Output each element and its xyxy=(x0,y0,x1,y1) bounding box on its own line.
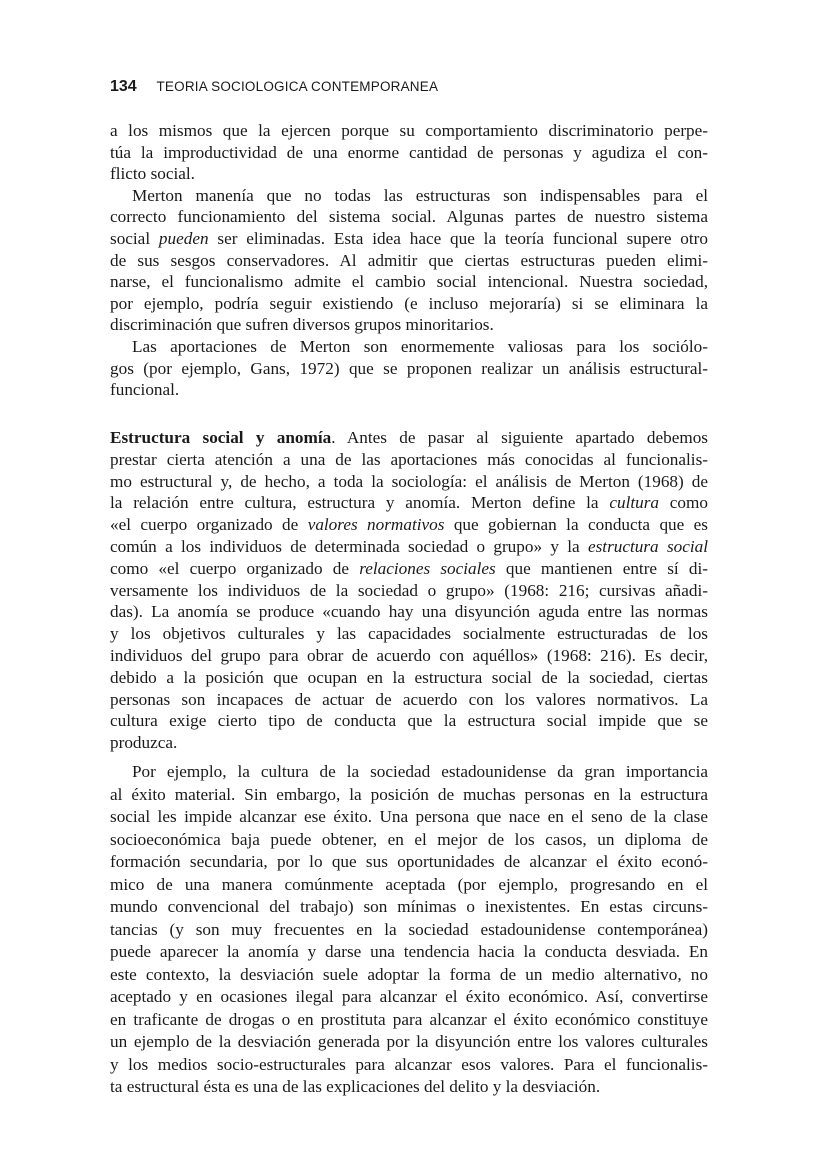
line-text: produzca. xyxy=(110,733,178,753)
text-line xyxy=(110,784,708,807)
text-line xyxy=(110,492,708,514)
text-line xyxy=(110,1031,708,1054)
text-line xyxy=(110,710,708,732)
text-line xyxy=(110,293,708,315)
line-text: ta estructural ésta es una de las explicaciones del delito y la desviación. xyxy=(110,1077,601,1096)
text-block-example xyxy=(110,761,708,1099)
line-text: tancias (y son muy frecuentes en la sociedad estadounidense contemporánea) xyxy=(110,919,708,939)
italic-term: valores normativos xyxy=(307,515,445,535)
line-text: Las aportaciones de Merton son enormemente valiosas para los sociólo- xyxy=(132,336,708,356)
line-text: un ejemplo de la desviación generada por la disyunción entre los valores culturales xyxy=(110,1032,708,1051)
line-text: y los medios socio-estructurales para alcanzar esos valores. Para el funcionalis- xyxy=(110,1054,708,1074)
running-header xyxy=(110,78,438,96)
line-text: formación secundaria, por lo que sus oportunidades de alcanzar el éxito econó- xyxy=(110,852,708,871)
text-line xyxy=(110,471,708,493)
text-line xyxy=(110,645,708,667)
line-text: cultura exige cierto tipo de conducta que la estructura social impide que se xyxy=(110,711,708,731)
paragraph xyxy=(110,120,708,185)
text-line xyxy=(110,427,708,449)
line-text: funcional. xyxy=(110,380,180,400)
line-text: mico de una manera comúnmente aceptada (por ejemplo, progresando en el xyxy=(110,874,708,894)
line-text: gos (por ejemplo, Gans, 1972) que se proponen realizar un análisis estructural- xyxy=(110,358,708,378)
line-text: . xyxy=(331,428,347,447)
text-line xyxy=(110,580,708,602)
text-line xyxy=(110,623,708,645)
line-text: discriminación que sufren diversos grupos minoritarios. xyxy=(110,315,494,335)
text-line xyxy=(110,667,708,689)
line-text: social les impide alcanzar ese éxito. Una persona que nace en el seno de la clase xyxy=(110,807,708,826)
text-line xyxy=(110,1054,708,1077)
text-line xyxy=(110,689,708,711)
line-text: puede aparecer la anomía y darse una tendencia hacia la conducta desviada. En xyxy=(110,942,708,961)
text-block-functionalism xyxy=(110,120,708,401)
line-text: a los mismos que la ejercen porque su comportamiento discriminatorio perpe- xyxy=(110,121,708,140)
text-line xyxy=(110,1076,708,1099)
line-text: social xyxy=(110,228,159,248)
text-line xyxy=(110,874,708,897)
text-line xyxy=(110,358,708,380)
line-text: correcto funcionamiento del sistema social. Algunas partes de nuestro sistema xyxy=(110,207,708,227)
text-line xyxy=(110,1009,708,1032)
text-line xyxy=(110,514,708,536)
text-line xyxy=(110,142,708,164)
text-line xyxy=(110,601,708,623)
line-text: mo estructural y, de hecho, a toda la sociología: el análisis de Merton (1968) de xyxy=(110,471,708,491)
line-text: socioeconómica baja puede obtener, en el mejor de los casos, un diploma de xyxy=(110,829,708,849)
text-line xyxy=(110,206,708,228)
text-line xyxy=(110,185,708,207)
line-text: la relación entre cultura, estructura y anomía. Merton define la xyxy=(110,493,610,513)
text-line xyxy=(110,120,708,142)
text-line xyxy=(110,228,708,250)
line-text: común a los individuos de determinada sociedad o grupo» y la xyxy=(110,536,588,556)
line-text: individuos del grupo para obrar de acuerdo con aquéllos» (1968: 216). Es decir, xyxy=(110,645,708,665)
text-line xyxy=(110,732,708,754)
paragraph xyxy=(110,336,708,401)
text-line xyxy=(110,964,708,987)
line-text: personas son incapaces de actuar de acuerdo con los valores normativos. La xyxy=(110,689,708,709)
line-text: de sus sesgos conservadores. Al admitir que ciertas estructuras pueden elimi- xyxy=(110,250,708,270)
text-line xyxy=(110,250,708,272)
line-text: por ejemplo, podría seguir existiendo (e incluso mejoraría) si se eliminara la xyxy=(110,293,708,313)
line-text: este contexto, la desviación suele adoptar la forma de un medio alternativo, no xyxy=(110,964,708,984)
line-text: ser eliminadas. Esta idea hace que la teoría funcional supere otro xyxy=(208,228,708,248)
text-line xyxy=(110,941,708,964)
section-heading: Estructura social y anomía xyxy=(110,428,332,447)
line-text: al éxito material. Sin embargo, la posición de muchas personas en la estructura xyxy=(110,784,708,804)
italic-term: pueden xyxy=(158,228,209,248)
paragraph xyxy=(110,761,708,1099)
paragraph xyxy=(110,427,708,754)
line-text: «el cuerpo organizado de xyxy=(110,515,308,535)
line-text: debido a la posición que ocupan en la estructura social de la sociedad, ciertas xyxy=(110,667,708,687)
line-text: como xyxy=(659,493,708,513)
text-line xyxy=(110,761,708,784)
text-line xyxy=(110,896,708,919)
running-title: TEORIA SOCIOLOGICA CONTEMPORANEA xyxy=(156,79,439,94)
text-line xyxy=(110,449,708,471)
text-line xyxy=(110,919,708,942)
line-text: Antes de pasar al siguiente apartado debemos xyxy=(346,428,708,447)
line-text: narse, el funcionalismo admite el cambio social intencional. Nuestra sociedad, xyxy=(110,272,708,292)
line-text: como «el cuerpo organizado de xyxy=(110,558,360,578)
text-line xyxy=(110,336,708,358)
text-block-social-structure-anomie xyxy=(110,427,708,754)
page-number: 134 xyxy=(110,78,137,95)
text-line xyxy=(110,806,708,829)
text-line xyxy=(110,986,708,1009)
italic-term: relaciones sociales xyxy=(359,558,496,578)
line-text: prestar cierta atención a una de las aportaciones más conocidas al funcionalis- xyxy=(110,449,708,469)
text-line xyxy=(110,379,708,401)
line-text: túa la improductividad de una enorme cantidad de personas y agudiza el con- xyxy=(110,142,708,162)
line-text: y los objetivos culturales y las capacidades socialmente estructuradas de los xyxy=(110,624,708,644)
text-line xyxy=(110,314,708,336)
text-line xyxy=(110,163,708,185)
line-text: Por ejemplo, la cultura de la sociedad estadounidense da gran importancia xyxy=(132,762,708,781)
line-text: flicto social. xyxy=(110,164,195,184)
line-text: Merton manenía que no todas las estructuras son indispensables para el xyxy=(132,185,708,205)
paragraph xyxy=(110,185,708,336)
line-text: mundo convencional del trabajo) son mínimas o inexistentes. En estas circuns- xyxy=(110,897,708,916)
text-line xyxy=(110,829,708,852)
italic-term: estructura social xyxy=(587,536,708,556)
line-text: das). La anomía se produce «cuando hay una disyunción aguda entre las normas xyxy=(110,602,708,622)
line-text: que gobiernan la conducta que es xyxy=(444,515,708,535)
text-line xyxy=(110,558,708,580)
text-line xyxy=(110,851,708,874)
text-line xyxy=(110,536,708,558)
line-text: en traficante de drogas o en prostituta para alcanzar el éxito económico constituye xyxy=(110,1009,708,1029)
text-line xyxy=(110,271,708,293)
line-text: aceptado y en ocasiones ilegal para alcanzar el éxito económico. Así, convertirse xyxy=(110,987,708,1006)
italic-term: cultura xyxy=(609,493,659,513)
line-text: versamente los individuos de la sociedad o grupo» (1968: 216; cursivas añadi- xyxy=(110,580,708,600)
line-text: que mantienen entre sí di- xyxy=(495,558,708,578)
